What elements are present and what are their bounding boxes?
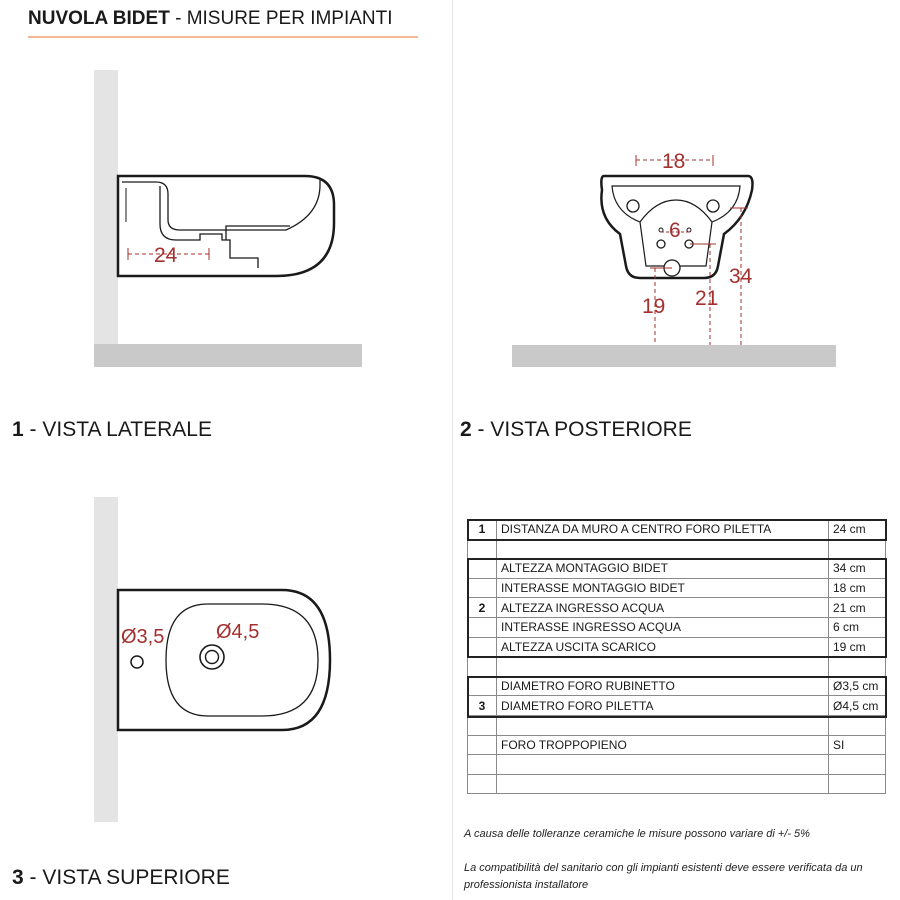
title-separator: - (169, 8, 187, 29)
row-group-number (468, 676, 497, 696)
row-value (829, 774, 886, 794)
view-caption-1 (12, 418, 212, 442)
table-row (468, 774, 886, 794)
row-value: 18 cm (829, 578, 886, 598)
table-row (468, 578, 886, 598)
row-label: INTERASSE INGRESSO ACQUA (497, 617, 829, 637)
row-label: ALTEZZA MONTAGGIO BIDET (497, 559, 829, 579)
view-number-3: 3 (12, 866, 24, 889)
view-caption-3 (12, 866, 230, 890)
dim-label-21: 21 (695, 287, 719, 310)
view-caption-2 (460, 418, 692, 442)
table-row (468, 637, 886, 657)
row-value: 24 cm (829, 520, 886, 540)
note-tolerance: A causa delle tolleranze ceramiche le misure possono variare di +/- 5% (464, 828, 810, 840)
view-label-1: VISTA LATERALE (42, 418, 212, 441)
row-label: DISTANZA DA MURO A CENTRO FORO PILETTA (497, 520, 829, 540)
row-group-number (468, 657, 497, 677)
inlet-hole-left (657, 240, 665, 248)
tap-hole (131, 656, 143, 668)
row-label: ALTEZZA INGRESSO ACQUA (497, 598, 829, 618)
row-label: INTERASSE MONTAGGIO BIDET (497, 578, 829, 598)
row-label: DIAMETRO FORO RUBINETTO (497, 676, 829, 696)
view-number-2: 2 (460, 418, 472, 441)
table-row (468, 657, 886, 677)
row-group-number (468, 617, 497, 637)
view-label-2: VISTA POSTERIORE (490, 418, 692, 441)
table-row (468, 715, 886, 735)
row-label (497, 657, 829, 677)
row-value: SI (829, 735, 886, 755)
view-separator-3: - (23, 866, 43, 889)
row-label (497, 539, 829, 559)
table-row (468, 539, 886, 559)
row-value: 6 cm (829, 617, 886, 637)
row-group-number: 1 (468, 520, 497, 540)
dim-label-tap: Ø3,5 (121, 626, 165, 648)
mount-hole-left (627, 200, 639, 212)
row-group-number (468, 715, 497, 735)
table-row (468, 755, 886, 775)
top-view-drawing (0, 480, 452, 840)
row-label: FORO TROPPOPIENO (497, 735, 829, 755)
row-value: 21 cm (829, 598, 886, 618)
table-row (468, 676, 886, 696)
row-group-number: 2 (468, 598, 497, 618)
mount-hole-right (707, 200, 719, 212)
row-value: 19 cm (829, 637, 886, 657)
rear-view-drawing (0, 0, 900, 420)
row-group-number (468, 539, 497, 559)
table-row (468, 617, 886, 637)
row-label (497, 715, 829, 735)
title-subtitle: MISURE PER IMPIANTI (186, 8, 393, 29)
row-group-number: 3 (468, 696, 497, 716)
view-separator-1: - (23, 418, 43, 441)
row-label: ALTEZZA USCITA SCARICO (497, 637, 829, 657)
row-label: DIAMETRO FORO PILETTA (497, 696, 829, 716)
row-value (829, 539, 886, 559)
row-group-number (468, 578, 497, 598)
dim-label-34: 34 (729, 265, 753, 288)
row-group-number (468, 637, 497, 657)
dim-label-drain: Ø4,5 (216, 621, 260, 643)
table-row (468, 598, 886, 618)
dim-label-18: 18 (662, 150, 686, 173)
row-label (497, 755, 829, 775)
dim-label-24: 24 (154, 244, 178, 267)
row-value (829, 755, 886, 775)
dim-label-6: 6 (669, 219, 681, 242)
dim-label-19: 19 (642, 295, 666, 318)
row-group-number (468, 735, 497, 755)
view-separator-2: - (471, 418, 491, 441)
note-compatibility: La compatibilità del sanitario con gli impianti esistenti deve essere verificata da un professionista installatore (464, 862, 863, 891)
row-value (829, 657, 886, 677)
table-row (468, 520, 886, 540)
table-row (468, 559, 886, 579)
row-value (829, 715, 886, 735)
row-group-number (468, 559, 497, 579)
row-value: 34 cm (829, 559, 886, 579)
table-row (468, 735, 886, 755)
view-number-1: 1 (12, 418, 24, 441)
table-row (468, 696, 886, 716)
drain-hole-inner (206, 651, 219, 664)
row-label (497, 774, 829, 794)
view-label-3: VISTA SUPERIORE (42, 866, 230, 889)
row-group-number (468, 774, 497, 794)
row-value: Ø4,5 cm (829, 696, 886, 716)
product-name: NUVOLA BIDET (28, 8, 170, 29)
wall (94, 497, 118, 822)
floor (512, 345, 836, 367)
specs-table (467, 519, 886, 794)
row-group-number (468, 755, 497, 775)
row-value: Ø3,5 cm (829, 676, 886, 696)
